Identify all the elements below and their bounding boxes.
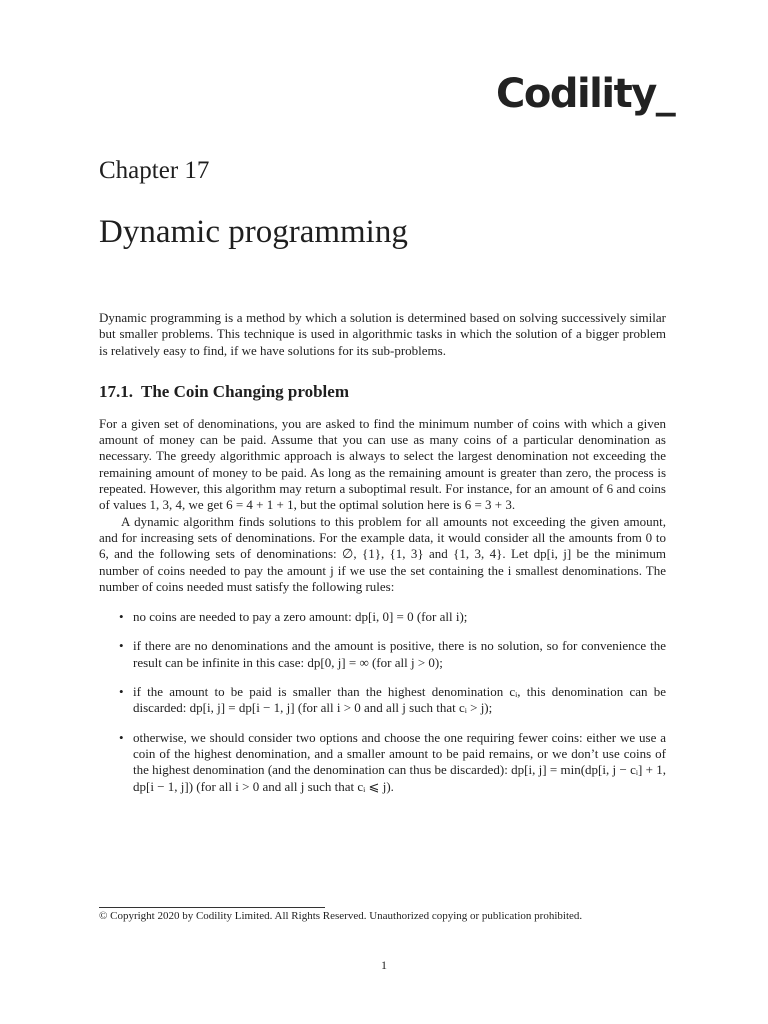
intro-paragraph: Dynamic programming is a method by which a solution is determined based on solving successively similar but smaller problems. This technique is used in algorithmic tasks in which the solution of a bigger problem is relatively easy to find, if we have solutions for its sub-problems. [99, 310, 666, 358]
section-paragraph-2: A dynamic algorithm finds solutions to this problem for all amounts not exceeding the given amount, and for increasing sets of denominations. For the example data, it would consider all the amounts from 0 to 6, and the following sets of denominations: ∅, {1}, {1, 3} and {1, 3, 4}. Let dp[i, j] be the minimum number of coins needed to pay the amount j if we use the set containing the i smallest denominations. The number of coins needed must satisfy the following rules: [99, 513, 666, 594]
footnote-divider [99, 907, 325, 908]
section-heading [99, 381, 666, 403]
section-number: 17.1. [99, 381, 133, 401]
section-title: The Coin Changing problem [141, 381, 349, 401]
rules-list [99, 609, 666, 795]
chapter-title: Dynamic programming [99, 214, 408, 250]
section-paragraph-1: For a given set of denominations, you are asked to find the minimum number of coins with which a given amount of money can be paid. Assume that you can use as many coins of a particular denomination as necessary. The greedy algorithmic approach is always to select the largest denomination not exceeding the remaining amount of money to be paid. As long as the remaining amount is greater than zero, the process is repeated. However, this algorithm may return a suboptimal result. For instance, for an amount of 6 and coins of values 1, 3, 4, we get 6 = 4 + 1 + 1, but the optimal solution here is 6 = 3 + 3. [99, 415, 666, 513]
rule-item: • if there are no denominations and the amount is positive, there is no solution, so for convenience the result can be infinite in this case: dp[0, j] = ∞ (for all j > 0); [99, 638, 666, 671]
chapter-label: Chapter 17 [99, 157, 210, 184]
page-number: 1 [381, 958, 387, 972]
rule-item: • no coins are needed to pay a zero amount: dp[i, 0] = 0 (for all i); [99, 609, 666, 625]
page-content [99, 310, 666, 808]
codility-logo: Codility_ [496, 71, 675, 117]
rule-item: • if the amount to be paid is smaller than the highest denomination cᵢ, this denomination can be discarded: dp[i, j] = dp[i − 1, j] (for all i > 0 and all j such that cᵢ > j); [99, 684, 666, 717]
rule-item: • otherwise, we should consider two options and choose the one requiring fewer coins: either we use a coin of the highest denomination, and a smaller amount to be paid remains, or we don’t use coins of the highest denomination (and the denomination can thus be discarded): dp[i, j] = min(dp[i, j − cᵢ] + 1, dp[i − 1, j]) (for all i > 0 and all j such that cᵢ ⩽ j). [99, 730, 666, 795]
copyright-footnote: © Copyright 2020 by Codility Limited. All Rights Reserved. Unauthorized copying or publication prohibited. [99, 910, 583, 922]
